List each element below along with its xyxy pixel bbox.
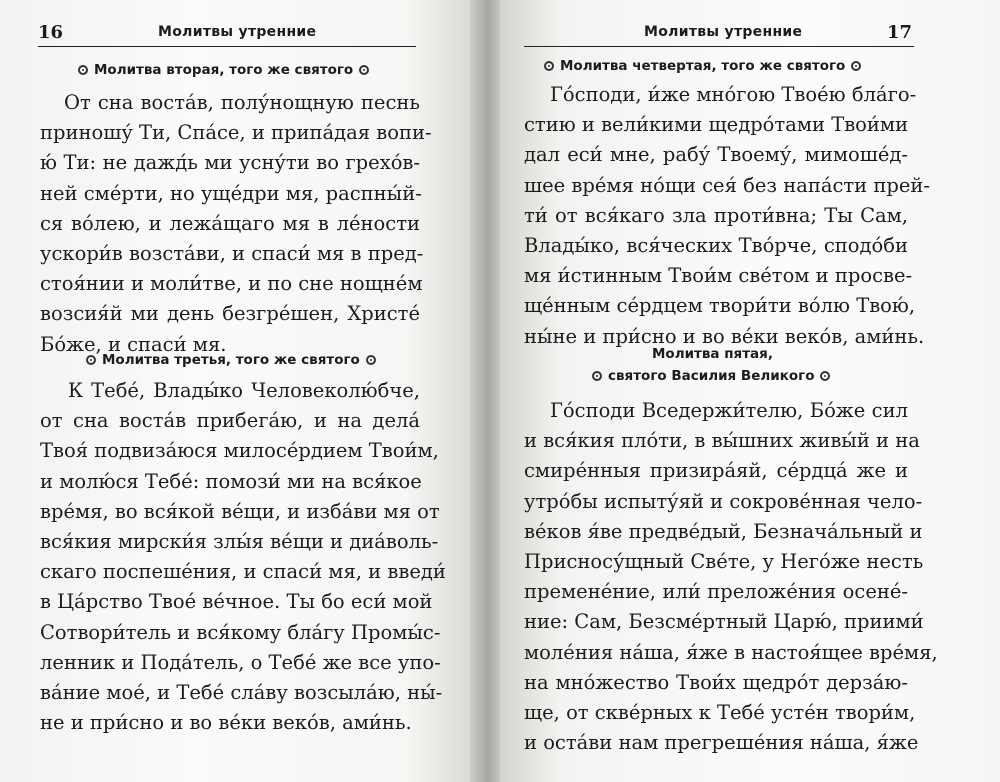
text-line: ленник и Пода́тель, о Тебе́ же все упо-: [40, 650, 441, 674]
left-running-title: Молитвы утренние: [158, 24, 317, 40]
text-line: возсия́й ми день безгре́шен, Христе́: [40, 302, 420, 326]
left-running-head: [38, 18, 416, 47]
text-line: ся во́лею, и лежа́щаго мя в ле́ности: [40, 211, 420, 235]
prayer-body-third: [40, 376, 446, 738]
right-page: [500, 0, 1000, 782]
text-line: Влады́ко, вся́ческих Тво́рче, сподо́би: [524, 234, 908, 258]
prayer-title-text: Молитва четвертая, того же святого: [560, 58, 846, 74]
text-line: не и при́сно и во ве́ки веко́в, ами́нь.: [40, 711, 412, 735]
text-line: К Тебе́, Влады́ко Человеколю́бче,: [68, 379, 420, 402]
text-line: вре́мя, во вся́кой ве́щи, и изба́ви мя от: [40, 499, 440, 523]
ornament-icon: [366, 355, 376, 365]
ornament-icon: [851, 61, 861, 71]
text-line: ней сме́рти, но уще́дри мя, распны́й-: [40, 181, 422, 205]
prayer-body-fourth: [524, 80, 930, 352]
text-line: смире́нныя призира́яй, се́рдца́ же и: [524, 459, 908, 483]
prayer-title-third: [80, 352, 382, 368]
text-line: стию и вели́кими щедро́тами Твои́ми: [524, 113, 909, 137]
prayer-body-second: [40, 88, 432, 360]
text-line: и вся́кия пло́ти, в вы́шних живы́й и на: [524, 429, 920, 453]
text-line: моле́ния на́ша, я́же в настоя́щее вре́мя,: [524, 640, 938, 664]
text-line: премене́ние, или́ преложе́ния осене́-: [524, 580, 908, 604]
text-line: и молю́ся Тебе́: помози́ ми на вся́кое: [40, 469, 422, 493]
text-line: шее вре́мя но́щи сея́ без напа́сти прей-: [524, 173, 930, 197]
text-line: Го́споди, и́же мно́гою Твое́ю бла́го-: [550, 83, 917, 106]
prayer-title-fifth-line1: [652, 346, 773, 362]
text-line: ускори́в возста́ви, и спаси́ мя в пред-: [40, 242, 424, 266]
ornament-icon: [820, 371, 830, 381]
text-line: Сотвори́тель и вся́кому бла́гу Промы́с-: [40, 620, 441, 644]
text-line: утро́бы испыту́яй и сокрове́нная чело-: [524, 489, 923, 513]
text-line: от сна воста́в прибега́ю, и на дела́: [40, 409, 420, 433]
right-page-number: 17: [886, 22, 912, 43]
text-line: Бо́же, и спаси́ мя.: [40, 332, 227, 356]
ornament-icon: [592, 371, 602, 381]
ornament-icon: [78, 65, 88, 75]
text-line: приношу́ Ти, Спа́се, и припа́дая вопи-: [40, 121, 432, 145]
ornament-icon: [544, 61, 554, 71]
text-line: мя и́стинным Твои́м све́том и просве-: [524, 264, 913, 288]
text-line: ю́ Ти: не дажд́ь ми усну́ти во грехо́в-: [40, 151, 420, 175]
text-line: От сна воста́в, полу́нощную песнь: [64, 91, 420, 114]
ornament-icon: [359, 65, 369, 75]
text-line: Присносу́щный Све́те, у Него́же несть: [524, 550, 924, 574]
prayer-body-fifth: [524, 396, 938, 758]
prayer-title-second: [72, 62, 375, 78]
right-running-head: [524, 18, 914, 47]
text-line: вся́кия мирски́я злы́я ве́щи и диа́воль-: [40, 530, 439, 554]
text-line: стоя́нии и моли́тве, и по сне нощне́м: [40, 272, 423, 296]
text-line: и оста́ви нам прегреше́ния на́ша, я́же: [524, 731, 919, 755]
text-line: ны́не и при́сно и во ве́ки веко́в, ами́нь.: [524, 324, 925, 348]
prayer-title-text: святого Василия Великого: [608, 368, 815, 384]
text-line: дал еси́ мне, рабу́ Твоему́, мимоше́д-: [524, 143, 908, 167]
right-running-title: Молитвы утренние: [644, 24, 803, 40]
text-line: ще́нным се́рдцем твори́ти во́лю Твою́,: [524, 294, 916, 318]
text-line: в Ца́рство Твое́ ве́чное. Ты бо еси́ мой: [40, 590, 433, 614]
ornament-icon: [86, 355, 96, 365]
prayer-title-fifth-line2: [586, 368, 836, 384]
text-line: ве́ков я́ве предве́дый, Безнача́льный и: [524, 519, 923, 543]
prayer-title-text: Молитва вторая, того же святого: [94, 62, 354, 78]
text-line: Го́споди Вседержи́телю, Бо́же сил: [550, 399, 908, 422]
prayer-title-fourth: [538, 58, 867, 74]
text-line: скаго поспеше́ния, и спаси́ мя, и введи́: [40, 560, 446, 584]
left-page: [0, 0, 478, 782]
text-line: ние: Сам, Безсме́ртный Царю́, приими́: [524, 610, 924, 634]
text-line: Твоя́ подвиза́юся милосе́рдием Твои́м,: [40, 439, 439, 463]
text-line: ти́ от вся́каго зла проти́вна; Ты Сам,: [524, 203, 908, 227]
left-page-number: 16: [38, 22, 64, 43]
text-line: ва́ние мое́, и Тебе́ сла́ву возсыла́ю, ны́-: [40, 681, 443, 705]
prayer-title-text: Молитва третья, того же святого: [102, 352, 360, 368]
text-line: на мно́жество Твои́х щедро́т дерза́ю-: [524, 670, 908, 694]
text-line: ще, от скве́рных к Тебе́ усте́н твори́м,: [524, 701, 916, 725]
prayer-title-text: Молитва пятая,: [652, 346, 773, 362]
